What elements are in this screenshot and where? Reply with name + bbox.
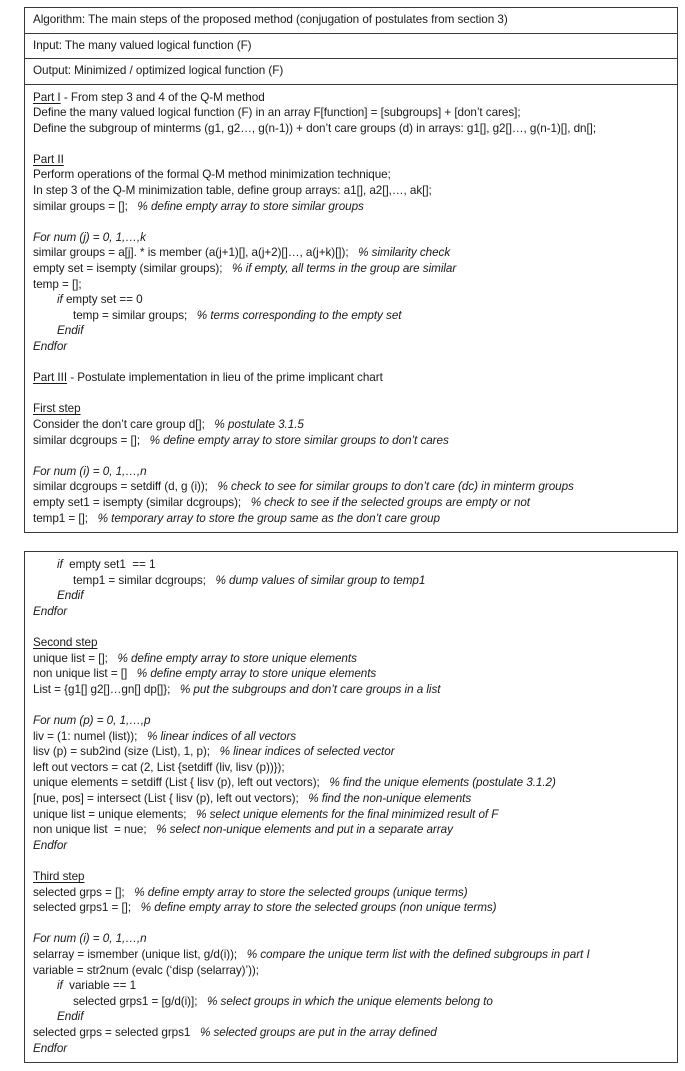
code-line	[33, 729, 671, 745]
code-line	[33, 511, 671, 527]
code-line	[33, 495, 671, 511]
comment-spacer	[210, 745, 220, 758]
control-keyword-text: Endfor	[33, 604, 68, 618]
code-line	[33, 479, 671, 495]
statement-code: temp = similar groups;	[73, 308, 188, 322]
code-line	[33, 775, 671, 791]
section-heading-rest: - Postulate implementation in lieu of the prime implicant chart	[67, 371, 383, 385]
control-keyword-text: Endif	[57, 589, 84, 603]
comment-spacer	[197, 995, 207, 1008]
code-line	[33, 978, 671, 994]
comment-spacer	[349, 246, 359, 259]
statement-code: selected grps1 = [g/d(i)];	[73, 994, 198, 1008]
blank-line	[33, 214, 671, 230]
inline-comment: % define empty array to store similar groups	[137, 199, 364, 213]
code-line	[33, 713, 671, 729]
code-line	[33, 121, 671, 137]
code-line	[33, 947, 671, 963]
keyword-token: if	[57, 293, 63, 307]
comment-spacer	[222, 262, 232, 275]
statement-code: lisv (p) = sub2ind (size (List), 1, p);	[33, 745, 210, 759]
statement-code: selected grps = [];	[33, 885, 125, 899]
comment-spacer	[125, 886, 135, 899]
code-line	[33, 807, 671, 823]
row-output	[25, 59, 677, 85]
comment-spacer	[187, 309, 197, 322]
blank-line	[33, 620, 671, 636]
inline-comment: % compare the unique term list with the defined subgroups in part I	[246, 947, 590, 961]
comment-spacer	[131, 901, 141, 914]
code-line	[33, 573, 671, 589]
keyword-token: if	[57, 979, 63, 993]
section-heading	[33, 869, 671, 885]
row-algorithm-body-part2	[25, 552, 677, 1062]
blank-line	[33, 853, 671, 869]
blank-line	[33, 916, 671, 932]
section-heading-label: Part II	[33, 152, 64, 166]
code-line	[33, 666, 671, 682]
statement-code: similar groups = a[j]. * is member (a(j+1)[], a(j+2)[]…, a(j+k)[]);	[33, 246, 349, 260]
section-heading	[33, 635, 671, 651]
statement-code: empty set1 == 1	[62, 558, 156, 572]
row-algorithm	[25, 8, 677, 34]
inline-comment: % define empty array to store similar groups to don’t cares	[149, 433, 449, 447]
statement-code: variable = str2num (evalc (‘disp (selarray)’));	[33, 963, 259, 977]
algorithm-title-text: Algorithm: The main steps of the proposed method (conjugation of postulates from section 3)	[33, 13, 508, 26]
statement-code: unique elements = setdiff (List { lisv (p), left out vectors);	[33, 776, 320, 790]
code-line	[33, 183, 671, 199]
comment-spacer	[190, 1026, 200, 1039]
statement-text: Perform operations of the formal Q-M method minimization technique;	[33, 168, 391, 182]
section-heading-label: First step	[33, 402, 81, 416]
code-line	[33, 199, 671, 215]
comment-spacer	[108, 652, 118, 665]
statement-code: temp = [];	[33, 277, 82, 291]
comment-spacer	[140, 434, 150, 447]
blank-line	[33, 386, 671, 402]
comment-spacer	[88, 512, 98, 525]
blank-line	[33, 355, 671, 371]
inline-comment: % define empty array to store unique elements	[136, 667, 377, 681]
inline-comment: % select non-unique elements and put in a separate array	[156, 823, 453, 837]
inline-comment: % define empty array to store the selected groups (unique terms)	[134, 885, 468, 899]
code-line	[33, 167, 671, 183]
inline-comment: % put the subgroups and don’t care groups in a list	[179, 682, 441, 696]
section-heading	[33, 401, 671, 417]
statement-code: selarray = ismember (unique list, g/d(i));	[33, 947, 238, 961]
control-keyword-text: Endfor	[33, 1041, 68, 1055]
statement-code: empty set == 0	[62, 293, 143, 307]
inline-comment: % define empty array to store unique elements	[117, 651, 357, 665]
code-line	[33, 588, 671, 604]
comment-spacer	[137, 730, 147, 743]
code-line	[33, 339, 671, 355]
code-line	[33, 1025, 671, 1041]
blank-line	[33, 697, 671, 713]
control-keyword-text: Endif	[57, 1010, 84, 1024]
code-line	[33, 994, 671, 1010]
code-line	[33, 963, 671, 979]
comment-spacer	[127, 667, 137, 680]
code-line	[33, 464, 671, 480]
inline-comment: % find the unique elements (postulate 3.1.2)	[329, 776, 556, 790]
code-line	[33, 744, 671, 760]
keyword-token: if	[57, 558, 63, 572]
control-keyword-text: Endif	[57, 324, 84, 338]
code-line	[33, 682, 671, 698]
section-heading-label: Second step	[33, 636, 98, 650]
inline-comment: % define empty array to store the selected groups (non unique terms)	[140, 901, 497, 915]
control-keyword-text: For num (i) = 0, 1,…,n	[33, 464, 147, 478]
statement-text: In step 3 of the Q-M minimization table, define group arrays: a1[], a2[],…, ak[];	[33, 184, 432, 198]
inline-comment: % find the non-unique elements	[308, 792, 472, 806]
inline-comment: % similarity check	[358, 246, 451, 260]
control-keyword-text: For num (i) = 0, 1,…,n	[33, 932, 147, 946]
inline-comment: % select groups in which the unique elements belong to	[207, 994, 493, 1008]
comment-spacer	[320, 776, 330, 789]
code-line	[33, 900, 671, 916]
inline-comment: % select unique elements for the final minimized result of F	[196, 807, 499, 821]
code-line	[33, 822, 671, 838]
inline-comment: % linear indices of all vectors	[146, 729, 297, 743]
code-line	[33, 245, 671, 261]
statement-code: non unique list = nue;	[33, 823, 147, 837]
statement-code: empty set = isempty (similar groups);	[33, 262, 223, 276]
code-line	[33, 838, 671, 854]
code-line	[33, 760, 671, 776]
inline-comment: % postulate 3.1.5	[214, 417, 304, 431]
section-heading	[33, 152, 671, 168]
code-line	[33, 105, 671, 121]
statement-code: similar groups = [];	[33, 199, 128, 213]
statement-code: non unique list = []	[33, 667, 128, 681]
statement-code: unique list = unique elements;	[33, 807, 187, 821]
code-line	[33, 433, 671, 449]
statement-code: empty set1 = isempty (similar dcgroups);	[33, 495, 242, 509]
inline-comment: % dump values of similar group to temp1	[215, 573, 426, 587]
statement-code: variable == 1	[62, 979, 137, 993]
statement-code: selected grps1 = [];	[33, 901, 132, 915]
statement-code: unique list = [];	[33, 651, 108, 665]
section-heading	[33, 90, 671, 106]
inline-comment: % check to see if the selected groups are empty or not	[250, 495, 530, 509]
code-line	[33, 1009, 671, 1025]
statement-code: similar dcgroups = [];	[33, 433, 141, 447]
code-line	[33, 323, 671, 339]
inline-comment: % linear indices of selected vector	[219, 745, 395, 759]
row-input	[25, 34, 677, 60]
code-line	[33, 931, 671, 947]
control-keyword-text: For num (j) = 0, 1,…,k	[33, 230, 146, 244]
algorithm-output-text: Output: Minimized / optimized logical function (F)	[33, 64, 284, 77]
statement-code: temp1 = [];	[33, 511, 88, 525]
section-heading-rest: - From step 3 and 4 of the Q-M method	[60, 90, 265, 104]
control-keyword-text: Endfor	[33, 340, 68, 353]
inline-comment: % check to see for similar groups to don’t care (dc) in minterm groups	[217, 480, 574, 494]
statement-code: selected grps = selected grps1	[33, 1025, 191, 1039]
code-line	[33, 885, 671, 901]
code-line	[33, 261, 671, 277]
statement-code: liv = (1: numel (list));	[33, 729, 138, 743]
statement-code: List = {g1[] g2[]…gn[] dp[]};	[33, 682, 171, 696]
inline-comment: % if empty, all terms in the group are similar	[232, 262, 457, 276]
inline-comment: % selected groups are put in the array defined	[199, 1025, 437, 1039]
comment-spacer	[205, 418, 215, 431]
code-line	[33, 277, 671, 293]
statement-code: [nue, pos] = intersect (List { lisv (p), left out vectors);	[33, 792, 299, 806]
section-heading-label: Part III	[33, 371, 68, 385]
section-heading-label: Third step	[33, 870, 85, 883]
algorithm-box-continuation	[24, 551, 678, 1063]
inline-comment: % terms corresponding to the empty set	[196, 308, 402, 322]
comment-spacer	[147, 823, 157, 836]
code-line	[33, 791, 671, 807]
algorithm-input-text: Input: The many valued logical function (F)	[33, 38, 252, 52]
inline-comment: % temporary array to store the group same as the don’t care group	[97, 511, 440, 525]
comment-spacer	[299, 792, 309, 805]
statement-code: Consider the don’t care group d[];	[33, 417, 205, 431]
statement-code: temp1 = similar dcgroups;	[73, 573, 206, 587]
code-line	[33, 230, 671, 246]
code-line	[33, 557, 671, 573]
statement-text: Define the subgroup of minterms (g1, g2…, g(n-1)) + don’t care groups (d) in arrays: g1[], g2[]…, g(n-1)[], dn[];	[33, 121, 597, 135]
comment-spacer	[241, 496, 251, 509]
code-line	[33, 604, 671, 620]
section-heading	[33, 370, 671, 386]
statement-text: Define the many valued logical function (F) in an array F[function] = [subgroups] + [don’t cares];	[33, 106, 521, 120]
statement-code: left out vectors = cat (2, List {setdiff (liv, lisv (p))});	[33, 760, 285, 774]
row-algorithm-body-part1	[25, 85, 677, 533]
code-line	[33, 308, 671, 324]
comment-spacer	[170, 683, 180, 696]
section-heading-label: Part I	[33, 90, 61, 104]
comment-spacer	[128, 200, 138, 213]
code-line	[33, 417, 671, 433]
blank-line	[33, 448, 671, 464]
code-line	[33, 292, 671, 308]
algorithm-box-primary	[24, 7, 678, 533]
control-keyword-text: Endfor	[33, 838, 68, 852]
statement-code: similar dcgroups = setdiff (d, g (i));	[33, 480, 208, 494]
code-line	[33, 651, 671, 667]
comment-spacer	[237, 948, 247, 961]
comment-spacer	[186, 808, 196, 821]
code-line	[33, 1041, 671, 1057]
blank-line	[33, 136, 671, 152]
control-keyword-text: For num (p) = 0, 1,…,p	[33, 714, 151, 728]
